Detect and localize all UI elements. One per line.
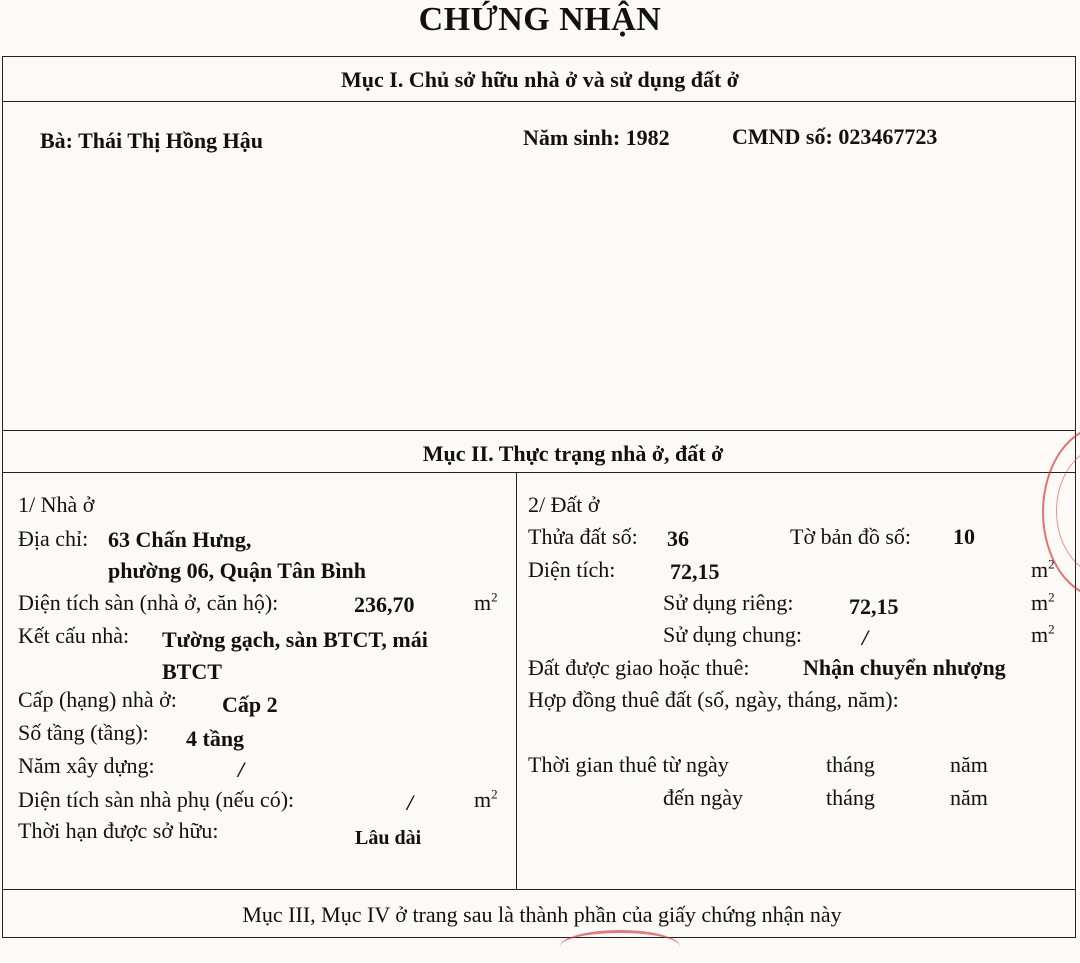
aux-area-label: Diện tích sàn nhà phụ (nếu có): [18, 787, 295, 812]
ownership-term-label: Thời hạn được sở hữu: [18, 818, 219, 843]
structure-value-line2: BTCT [162, 659, 222, 684]
private-use-unit: $m^2$ [1031, 589, 1055, 615]
divider-section1 [3, 101, 1075, 102]
area-value: 72,15 [670, 559, 720, 584]
floor-area-unit: $m^2$ [474, 589, 498, 615]
plot-value: 36 [667, 526, 689, 551]
floor-area-label: Diện tích sàn (nhà ở, căn hộ): [18, 590, 279, 615]
section1-heading: Mục I. Chủ sở hữu nhà ở và sử dụng đất ở [341, 67, 739, 92]
allocation-label: Đất được giao hoặc thuê: [528, 655, 750, 680]
address-line2: phường 06, Quận Tân Bình [108, 558, 366, 583]
plot-label: Thửa đất số: [528, 524, 638, 549]
owner-name: Bà: Thái Thị Hồng Hậu [40, 128, 263, 153]
owner-id-number: CMND số: 023467723 [732, 124, 938, 149]
footer-note: Mục III, Mục IV ở trang sau là thành phần của giấy chứng nhận này [242, 902, 842, 927]
lease-to-month: tháng [826, 785, 875, 810]
shared-use-unit: $m^2$ [1031, 621, 1055, 647]
lease-from-year: năm [950, 752, 988, 777]
structure-label: Kết cấu nhà: [18, 623, 130, 648]
address-line1: 63 Chấn Hưng, [108, 527, 252, 552]
divider-footer [3, 889, 1075, 890]
shared-use-value: / [862, 625, 869, 650]
address-label: Địa chỉ: [18, 526, 89, 551]
build-year-label: Năm xây dựng: [18, 753, 155, 778]
private-use-value: 72,15 [849, 594, 899, 619]
build-year-value: / [238, 757, 245, 782]
lease-contract-label: Hợp đồng thuê đất (số, ngày, tháng, năm): [528, 687, 899, 712]
map-sheet-value: 10 [953, 524, 975, 549]
area-unit: $m^2$ [1031, 556, 1055, 582]
aux-area-value: / [407, 790, 414, 815]
area-label: Diện tích: [528, 557, 616, 582]
lease-to-label: đến ngày [663, 785, 744, 810]
ownership-term-value: Lâu dài [355, 827, 422, 849]
floors-value: 4 tầng [186, 726, 245, 751]
house-title: 1/ Nhà ở [18, 492, 95, 517]
section2-heading: Mục II. Thực trạng nhà ở, đất ở [422, 441, 724, 466]
red-seal-stamp-bottom [560, 930, 680, 963]
allocation-value: Nhận chuyển nhượng [803, 655, 1006, 680]
floor-area-value: 236,70 [354, 592, 415, 617]
lease-from-label: Thời gian thuê từ ngày [528, 752, 729, 777]
divider-section2 [3, 472, 1075, 473]
map-sheet-label: Tờ bản đồ số: [790, 524, 912, 549]
shared-use-label: Sử dụng chung: [663, 622, 803, 647]
divider-section2-top [3, 430, 1075, 431]
lease-to-year: năm [950, 785, 988, 810]
lease-from-month: tháng [826, 752, 875, 777]
structure-value-line1: Tường gạch, sàn BTCT, mái [162, 627, 428, 652]
owner-birth-year: Năm sinh: 1982 [523, 125, 670, 150]
private-use-label: Sử dụng riêng: [663, 590, 794, 615]
document-title: CHỨNG NHẬN [418, 1, 662, 38]
floors-label: Số tầng (tầng): [18, 720, 149, 745]
column-divider [516, 472, 517, 889]
grade-label: Cấp (hạng) nhà ở: [18, 687, 177, 712]
grade-value: Cấp 2 [222, 692, 278, 717]
aux-area-unit: $m^2$ [474, 786, 498, 812]
land-title: 2/ Đất ở [528, 492, 600, 517]
